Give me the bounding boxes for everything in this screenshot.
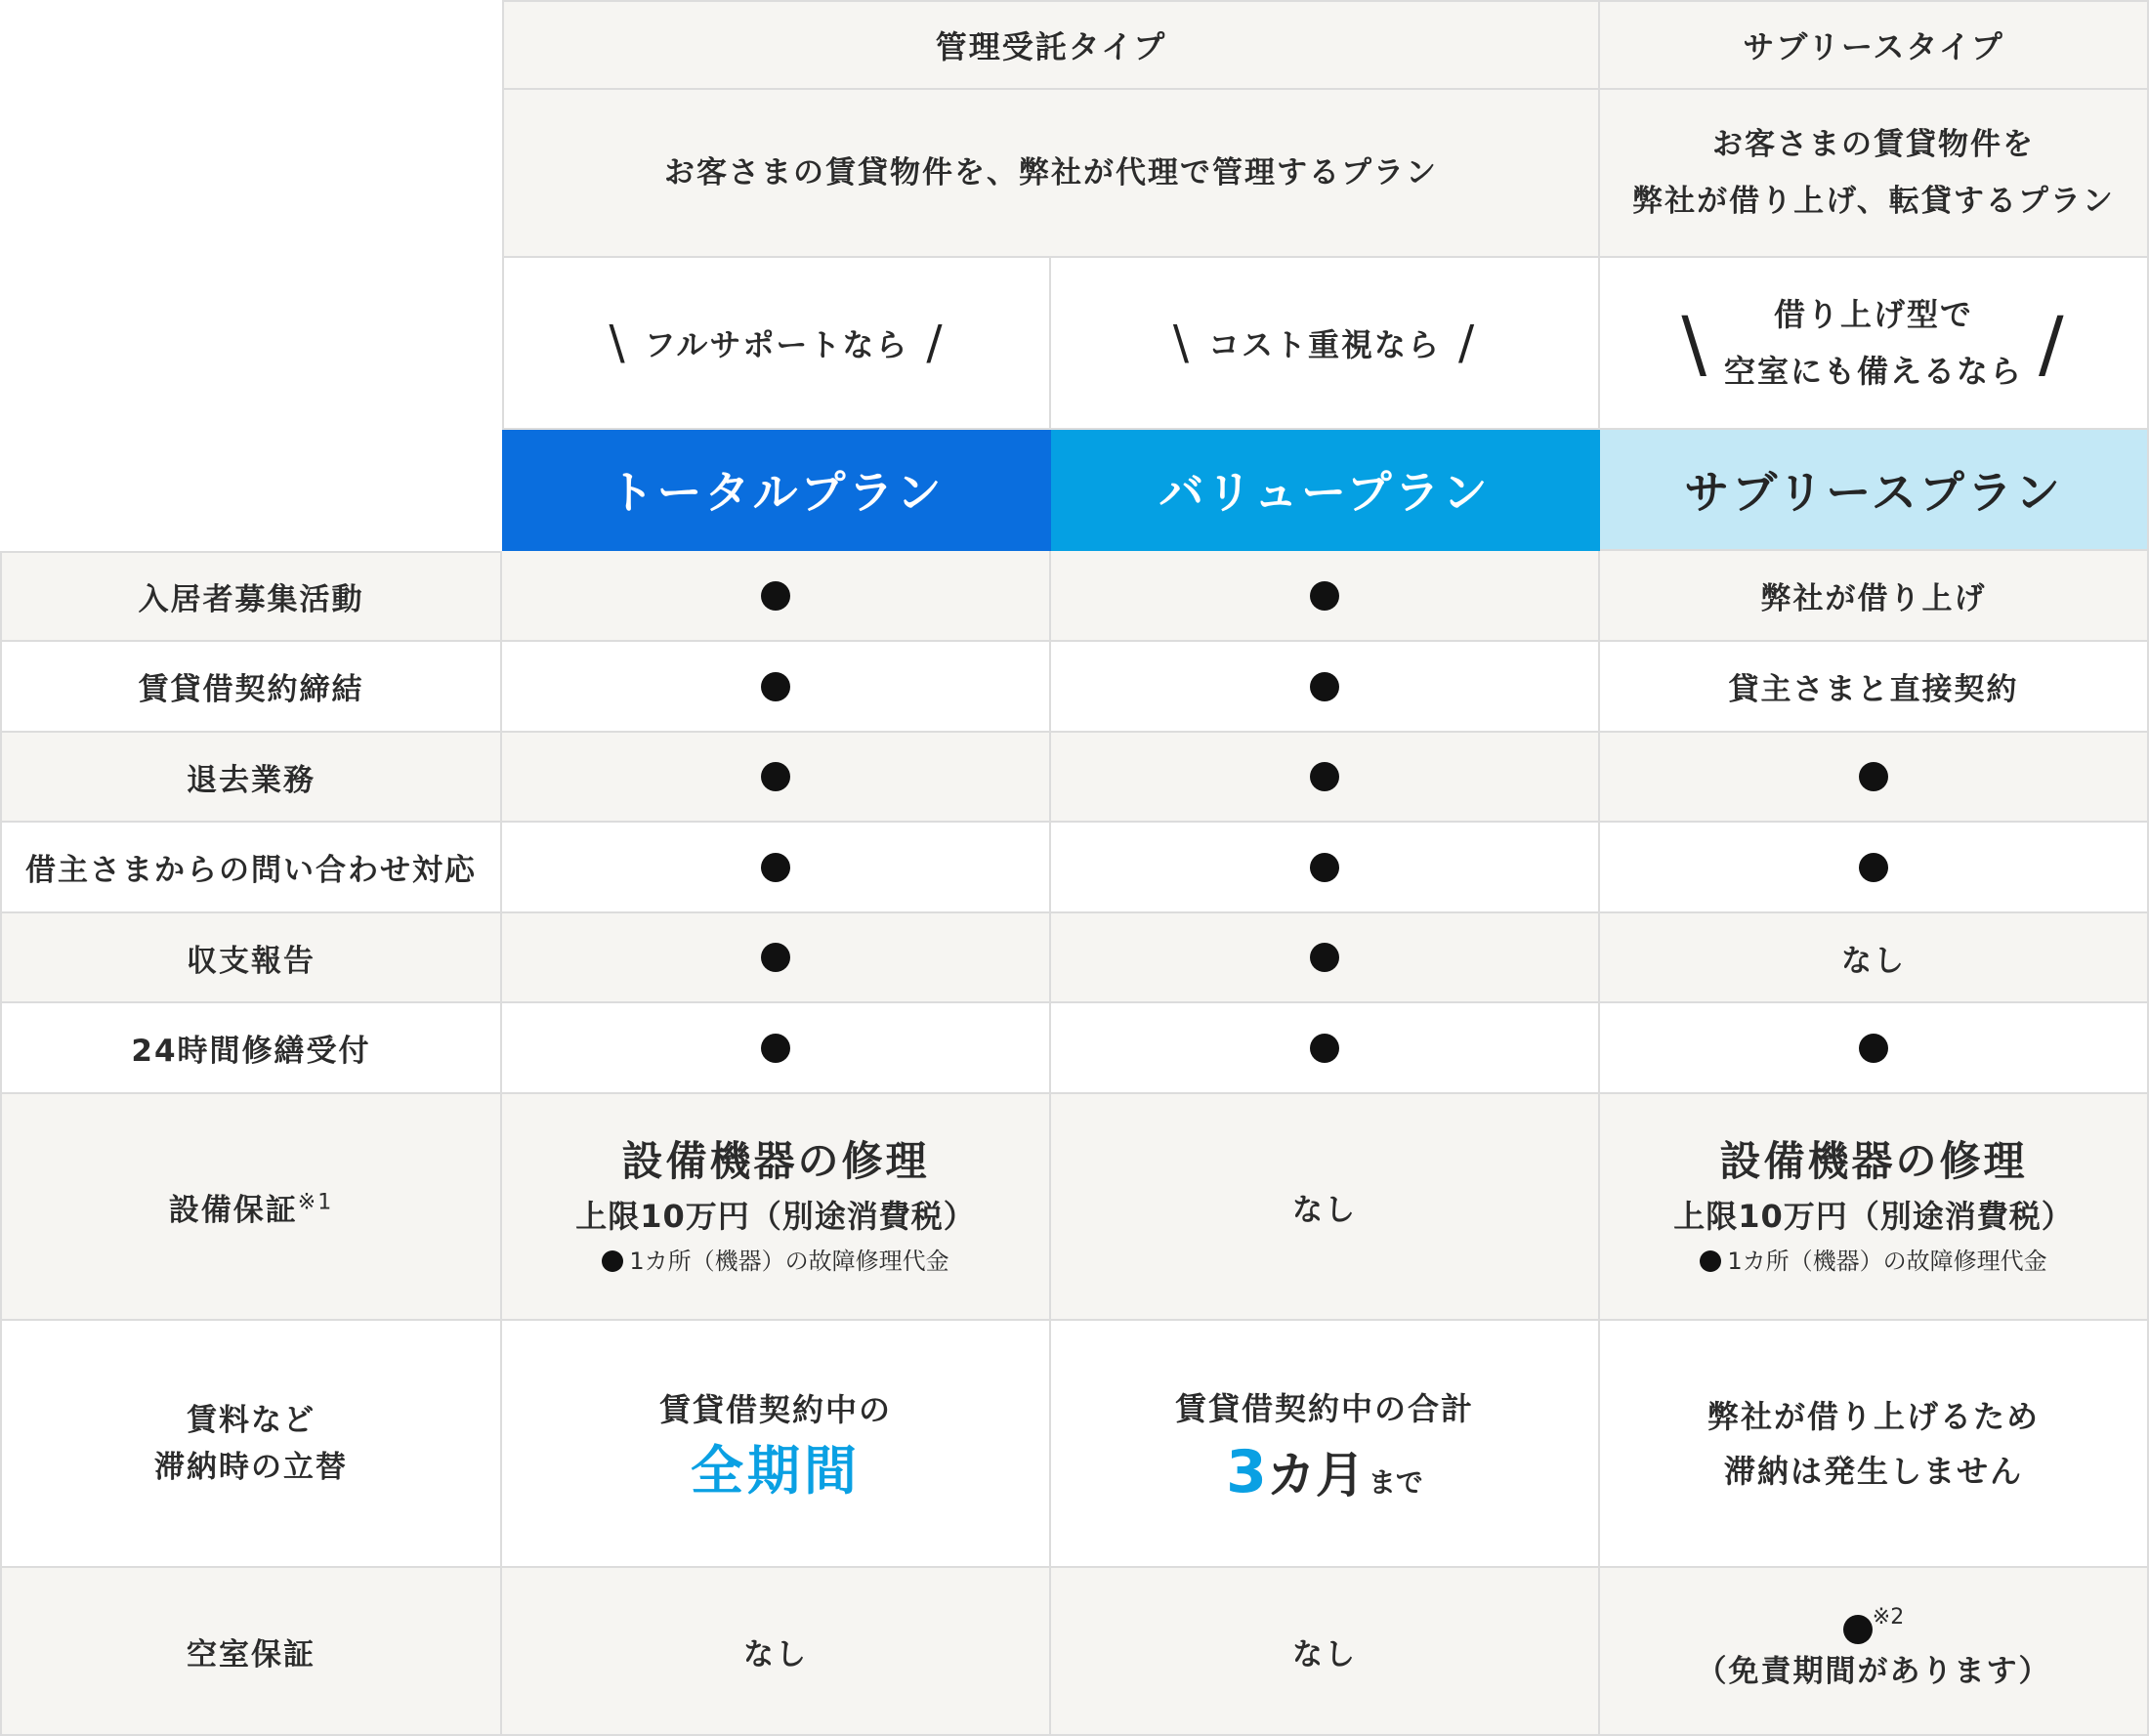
cell-vacancy-value: なし: [1051, 1568, 1600, 1736]
slash-decoration: /: [1458, 316, 1477, 370]
included-dot: [761, 943, 790, 972]
included-dot: [1859, 853, 1888, 882]
plan-value-header: [1051, 430, 1600, 551]
cell-recruit-total: [502, 551, 1051, 642]
cell-equipment-total: 設備機器の修理 上限10万円（別途消費税） 1カ所（機器）の故障修理代金: [502, 1094, 1051, 1321]
backslash-decoration: \: [1681, 299, 1708, 387]
included-dot: [1310, 672, 1339, 701]
plan-sublease-header: [1600, 430, 2149, 551]
cell-rent-value: 賃貸借契約中の合計 3 カ月 まで: [1051, 1321, 1600, 1568]
cell-moveout-total: [502, 733, 1051, 823]
footnote-marker: ※1: [297, 1190, 334, 1215]
catch-sublease-line1: 借り上げ型で: [1773, 296, 1973, 333]
cell-vacancy-total: なし: [502, 1568, 1051, 1736]
row-label-repair24: 24時間修繕受付: [0, 1003, 502, 1094]
cell-contract-total: [502, 642, 1051, 733]
row-label-contract: 賃貸借契約締結: [0, 642, 502, 733]
row-label-vacancy: 空室保証: [0, 1568, 502, 1736]
cell-vacancy-sublease: ※2 （免責期間があります）: [1600, 1568, 2149, 1736]
catch-sublease: [1600, 258, 2149, 430]
included-dot: [1859, 762, 1888, 791]
cell-moveout-sublease: [1600, 733, 2149, 823]
catch-value-text: コスト重視なら: [1207, 326, 1441, 363]
included-dot: [1310, 943, 1339, 972]
cell-recruit-value: [1051, 551, 1600, 642]
cell-contract-value: [1051, 642, 1600, 733]
row-label-rent: 賃料など 滞納時の立替: [0, 1321, 502, 1568]
cell-recruit-sublease: 弊社が借り上げ: [1600, 551, 2149, 642]
plan-sublease-name: サブリースプラン: [1684, 466, 2063, 519]
row-label-equipment: 設備保証$^{※1}$: [0, 1094, 502, 1321]
plan-total-name: トータルプラン: [609, 466, 945, 519]
cell-repair24-total: [502, 1003, 1051, 1094]
footnote-marker: ※2: [1872, 1605, 1905, 1630]
highlight-number: 3: [1226, 1437, 1267, 1506]
included-dot: [761, 581, 790, 611]
cell-inquiry-sublease: [1600, 823, 2149, 913]
slash-decoration: /: [926, 316, 945, 370]
cell-repair24-value: [1051, 1003, 1600, 1094]
cell-rent-sublease: 弊社が借り上げるため 滞納は発生しません: [1600, 1321, 2149, 1568]
row-label-recruit: 入居者募集活動: [0, 551, 502, 642]
backslash-decoration: \: [609, 316, 627, 370]
type-sublease-label: サブリースタイプ: [1743, 28, 2004, 65]
cell-inquiry-value: [1051, 823, 1600, 913]
bullet-dot: [602, 1250, 623, 1272]
row-label-inquiry: 借主さまからの問い合わせ対応: [0, 823, 502, 913]
cell-report-sublease: なし: [1600, 913, 2149, 1003]
highlight-text: 全期間: [691, 1439, 861, 1502]
cell-moveout-value: [1051, 733, 1600, 823]
included-dot: [761, 1034, 790, 1063]
included-dot: [761, 853, 790, 882]
plan-value-name: バリュープラン: [1159, 466, 1491, 519]
cell-equipment-sublease: 設備機器の修理 上限10万円（別途消費税） 1カ所（機器）の故障修理代金: [1600, 1094, 2149, 1321]
included-dot: [761, 762, 790, 791]
plan-total-header: [502, 430, 1051, 551]
catch-total: [502, 258, 1051, 430]
cell-repair24-sublease: [1600, 1003, 2149, 1094]
desc-sublease-line2: 弊社が借り上げ、転貸するプラン: [1632, 184, 2115, 219]
row-label-moveout: 退去業務: [0, 733, 502, 823]
catch-value: [1051, 258, 1600, 430]
desc-managed-text: お客さまの賃貸物件を、弊社が代理で管理するプラン: [664, 155, 1438, 191]
type-managed-label: 管理受託タイプ: [935, 28, 1167, 65]
cell-inquiry-total: [502, 823, 1051, 913]
included-dot: [1310, 1034, 1339, 1063]
included-dot: [1310, 762, 1339, 791]
cell-report-value: [1051, 913, 1600, 1003]
catch-sublease-line2: 空室にも備えるなら: [1723, 353, 2023, 390]
cell-equipment-value: なし: [1051, 1094, 1600, 1321]
cell-report-total: [502, 913, 1051, 1003]
desc-managed: [502, 90, 1600, 258]
included-dot: [761, 672, 790, 701]
included-dot: [1310, 853, 1339, 882]
catch-total-text: フルサポートなら: [644, 326, 909, 363]
row-label-report: 収支報告: [0, 913, 502, 1003]
slash-decoration: /: [2039, 299, 2066, 387]
type-managed-header: [502, 0, 1600, 90]
desc-sublease: [1600, 90, 2149, 258]
included-dot: [1859, 1034, 1888, 1063]
cell-rent-total: 賃貸借契約中の 全期間: [502, 1321, 1051, 1568]
desc-sublease-line1: お客さまの賃貸物件を: [1712, 127, 2035, 162]
backslash-decoration: \: [1172, 316, 1191, 370]
included-dot: [1843, 1615, 1873, 1644]
cell-contract-sublease: 貸主さまと直接契約: [1600, 642, 2149, 733]
included-dot: [1310, 581, 1339, 611]
bullet-dot: [1700, 1250, 1721, 1272]
type-sublease-header: [1600, 0, 2149, 90]
